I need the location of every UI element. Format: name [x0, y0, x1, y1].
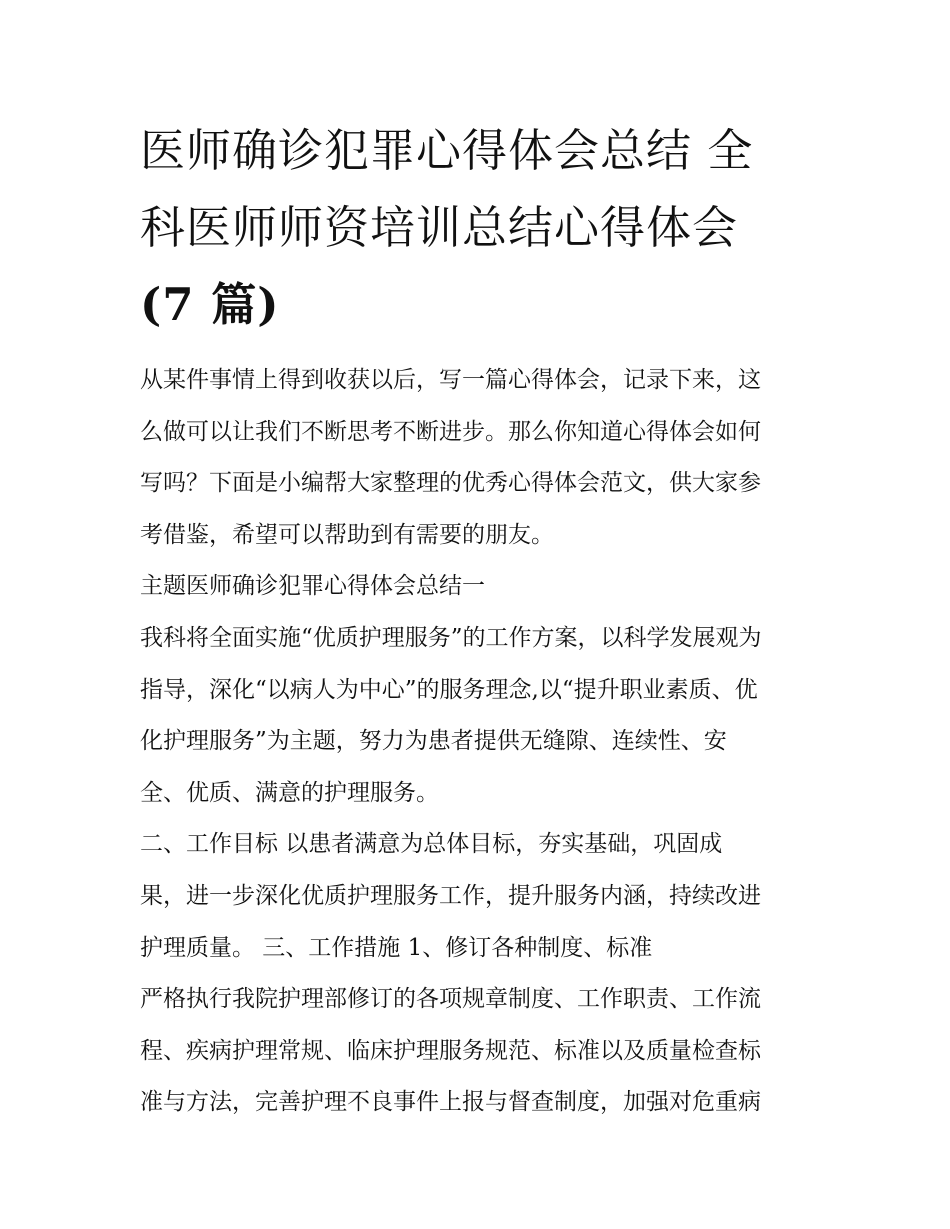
body-line-11: 果，进一步深化优质护理服务工作，提升服务内涵，持续改进 [140, 882, 761, 909]
body-line-13: 严格执行我院护理部修订的各项规章制度、工作职责、工作流 [140, 986, 761, 1013]
body-line-7: 指导，深化“以病人为中心”的服务理念,以“提升职业素质、优 [140, 676, 758, 703]
title-line-2: 科医师师资培训总结心得体会 [140, 201, 739, 254]
body-line-8: 化护理服务”为主题，努力为患者提供无缝隙、连续性、安 [140, 728, 727, 755]
body-line-15: 准与方法，完善护理不良事件上报与督查制度，加强对危重病 [140, 1089, 761, 1116]
title-line-1: 医师确诊犯罪心得体会总结 全 [140, 124, 754, 177]
body-line-2: 么做可以让我们不断思考不断进步。那么你知道心得体会如何 [140, 418, 761, 445]
body-line-9: 全、优质、满意的护理服务。 [140, 779, 439, 806]
body-line-12: 护理质量。 三、工作措施 1、修订各种制度、标准 [140, 934, 653, 961]
title-line-3: (7 篇) [140, 278, 280, 331]
document-body [140, 360, 820, 1134]
body-line-10: 二、工作目标 以患者满意为总体目标，夯实基础，巩固成 [140, 831, 723, 858]
body-line-6: 我科将全面实施“优质护理服务”的工作方案，以科学发展观为 [140, 624, 762, 651]
body-line-14: 程、疾病护理常规、临床护理服务规范、标准以及质量检查标 [140, 1037, 761, 1064]
document-title [140, 112, 820, 343]
body-line-1: 从某件事情上得到收获以后，写一篇心得体会，记录下来，这 [140, 367, 761, 393]
section-heading: 主题医师确诊犯罪心得体会总结一 [140, 573, 485, 600]
body-line-4: 考借鉴，希望可以帮助到有需要的朋友。 [140, 521, 554, 548]
body-line-3: 写吗？下面是小编帮大家整理的优秀心得体会范文，供大家参 [140, 470, 761, 497]
